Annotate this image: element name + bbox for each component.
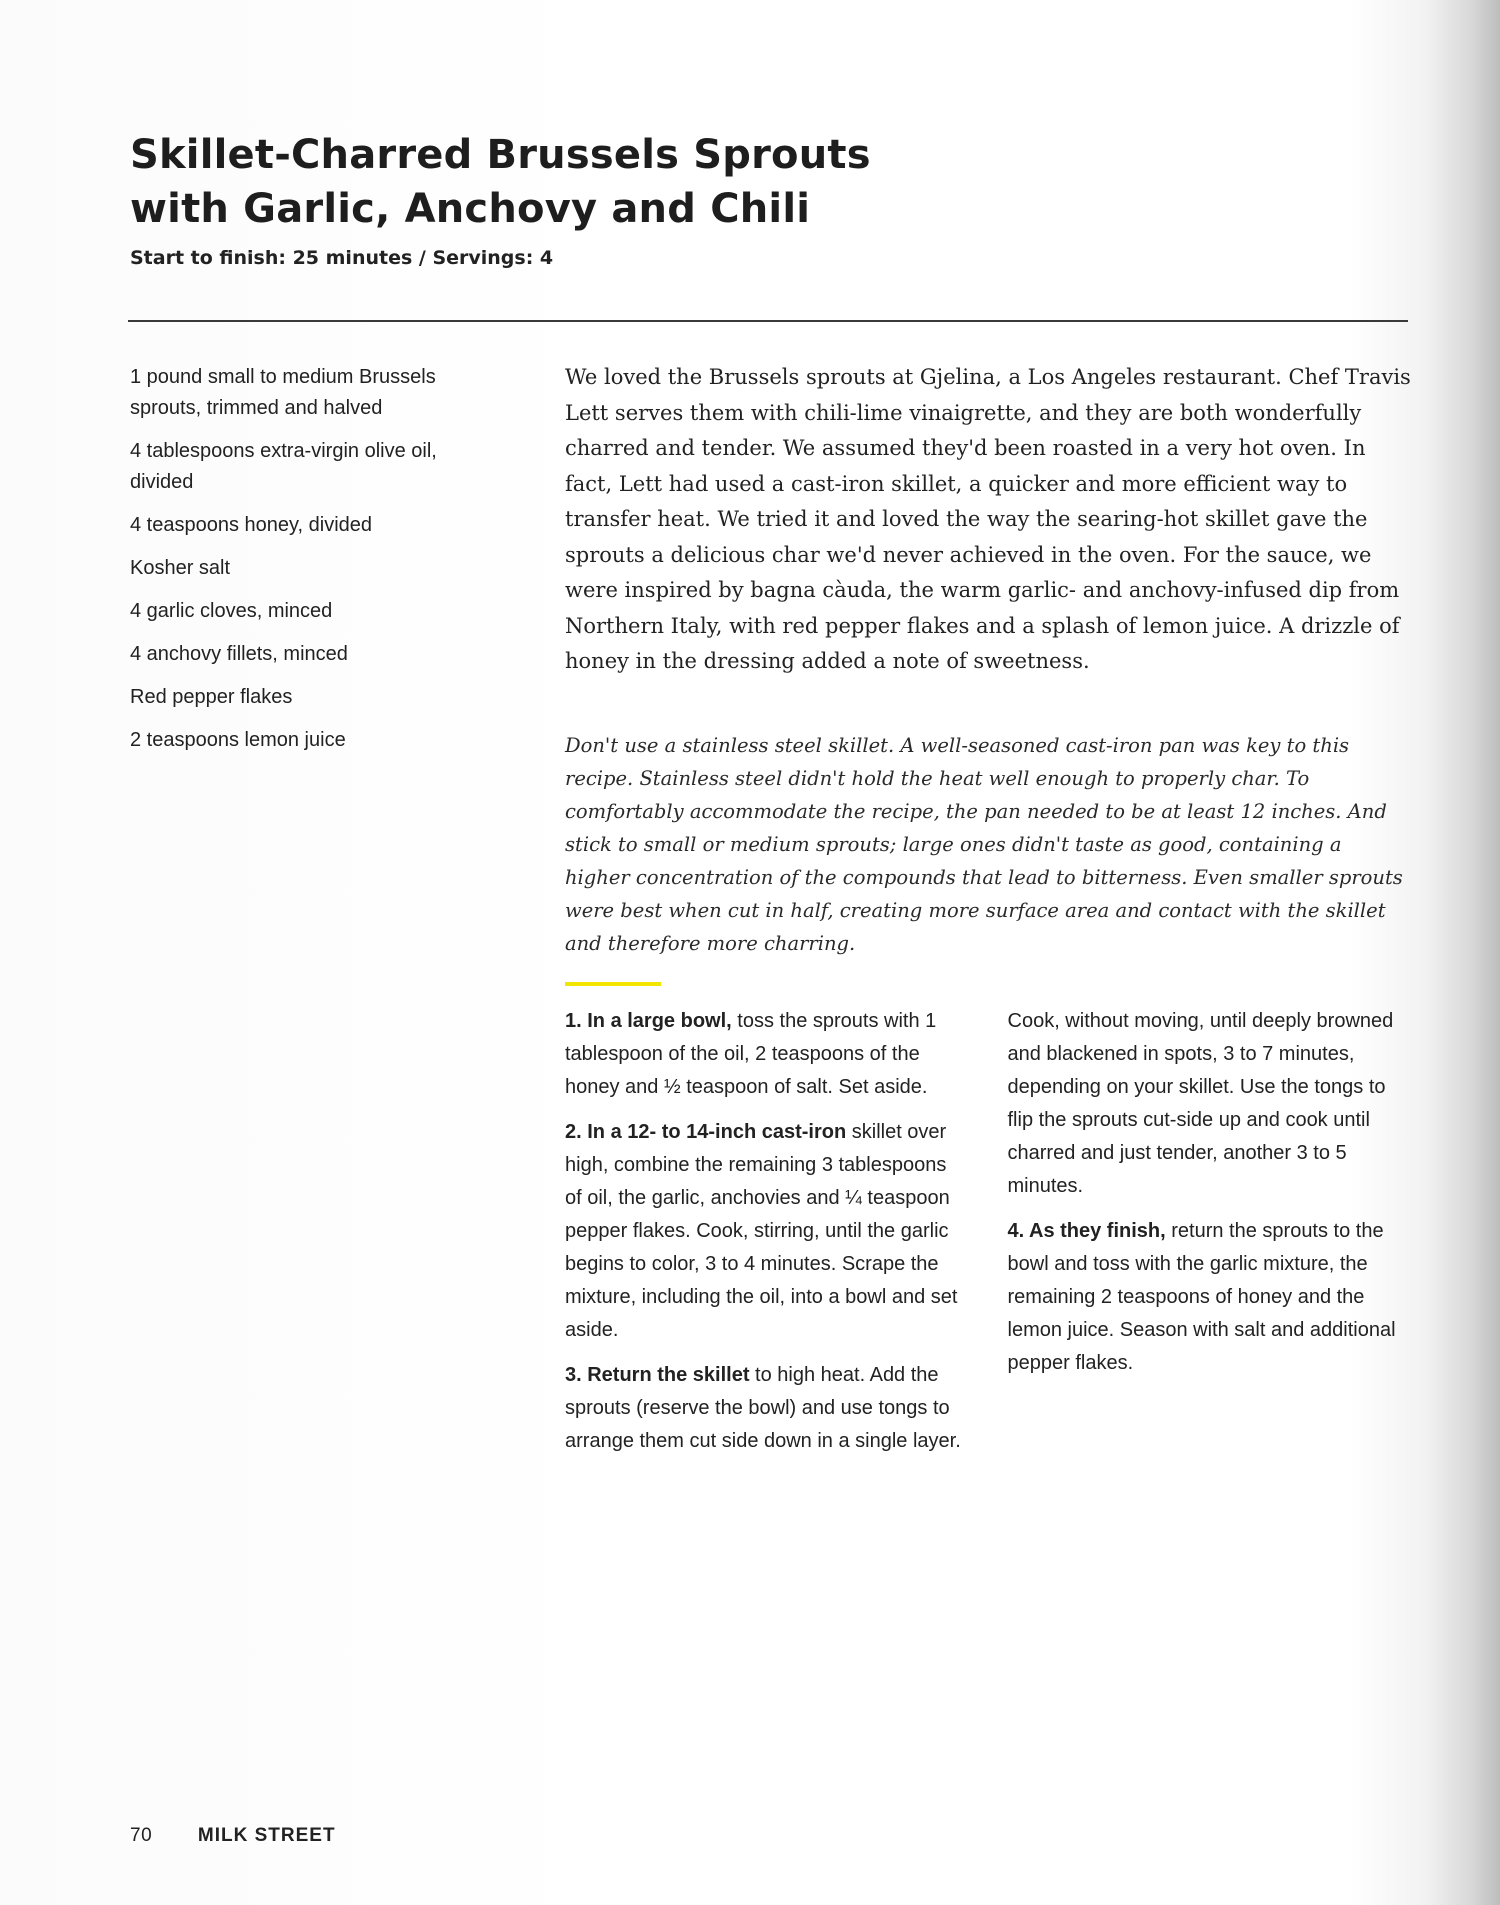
ingredient-item: 4 tablespoons extra-virgin olive oil, divided <box>130 440 437 493</box>
ingredient-item: Red pepper flakes <box>130 686 293 708</box>
step-text: toss the sprouts with 1 tablespoon of the oil, 2 teaspoons of the honey and ½ teaspoon of salt. Set aside. <box>565 1010 937 1098</box>
step-text: return the sprouts to the bowl and toss with the garlic mixture, the remaining 2 teaspoons of honey and the lemon juice. Season with salt and additional pepper flakes. <box>1007 1220 1396 1374</box>
step-lead: 3. Return the skillet <box>565 1364 750 1386</box>
title-line-2: with Garlic, Anchovy and Chili <box>130 186 811 232</box>
recipe-meta: Start to finish: 25 minutes / Servings: 4 <box>130 247 554 269</box>
step-2 <box>565 1116 968 1347</box>
ingredient-item: 2 teaspoons lemon juice <box>130 729 346 751</box>
step-lead: 2. In a 12- to 14-inch cast-iron <box>565 1121 847 1143</box>
recipe-title <box>130 128 1230 236</box>
title-line-1: Skillet-Charred Brussels Sprouts <box>130 132 871 178</box>
step-lead: 1. In a large bowl, <box>565 1010 732 1032</box>
intro-paragraph: We loved the Brussels sprouts at Gjelina, a Los Angeles restaurant. Chef Travis Lett serves them with chili-lime vinaigrette, and they are both wonderfully charred and tender. We assumed they'd been roasted in a very hot oven. In fact, Lett had used a cast-iron skillet, a quicker and more efficient way to transfer heat. We tried it and loved the way the searing-hot skillet gave the sprouts a delicious char we'd never achieved in the oven. For the sauce, we were inspired by bagna càuda, the warm garlic- and anchovy-infused dip from Northern Italy, with red pepper flakes and a splash of lemon juice. A drizzle of honey in the dressing added a note of sweetness. <box>565 365 1411 673</box>
step-4 <box>1008 1215 1411 1380</box>
accent-bar <box>565 982 661 986</box>
ingredient-item: 4 anchovy fillets, minced <box>130 643 348 665</box>
cook-note: Don't use a stainless steel skillet. A well-seasoned cast-iron pan was key to this recipe. Stainless steel didn't hold the heat well enough to properly char. To comfortably accommodate the recipe, the pan needed to be at least 12 inches. And stick to small or medium sprouts; large ones didn't taste as good, containing a higher concentration of the compounds that lead to bitterness. Even smaller sprouts were best when cut in half, creating more surface area and contact with the skillet and therefore more charring. <box>565 734 1403 955</box>
ingredient-item: 4 garlic cloves, minced <box>130 600 333 622</box>
ingredient-list <box>130 362 450 768</box>
step-text: skillet over high, combine the remaining 3 tablespoons of oil, the garlic, anchovies and ¼ teaspoon pepper flakes. Cook, stirring, until the garlic begins to color, 3 to 4 minutes. Scrape the mixture, including the oil, into a bowl and set aside. <box>565 1121 958 1341</box>
ingredient-item: Kosher salt <box>130 557 231 579</box>
ingredient-item: 4 teaspoons honey, divided <box>130 514 373 536</box>
step-1 <box>565 1005 968 1104</box>
header-divider <box>128 320 1408 322</box>
page-footer <box>130 1825 336 1847</box>
page-number: 70 <box>130 1825 153 1846</box>
method-steps <box>565 1005 1410 1475</box>
step-text: to high heat. Add the sprouts (reserve the bowl) and use tongs to arrange them cut side down in a single layer. Cook, without moving, until deeply browned and blackened in spots, 3 to 7 minutes, depending on your skillet. Use the tongs to flip the sprouts cut-side up and cook until charred and just tender, another 3 to 5 minutes. <box>565 1010 1394 1452</box>
ingredient-item: 1 pound small to medium Brussels sprouts, trimmed and halved <box>130 366 436 419</box>
running-head: MILK STREET <box>197 1825 336 1846</box>
step-lead: 4. As they finish, <box>1007 1220 1166 1242</box>
